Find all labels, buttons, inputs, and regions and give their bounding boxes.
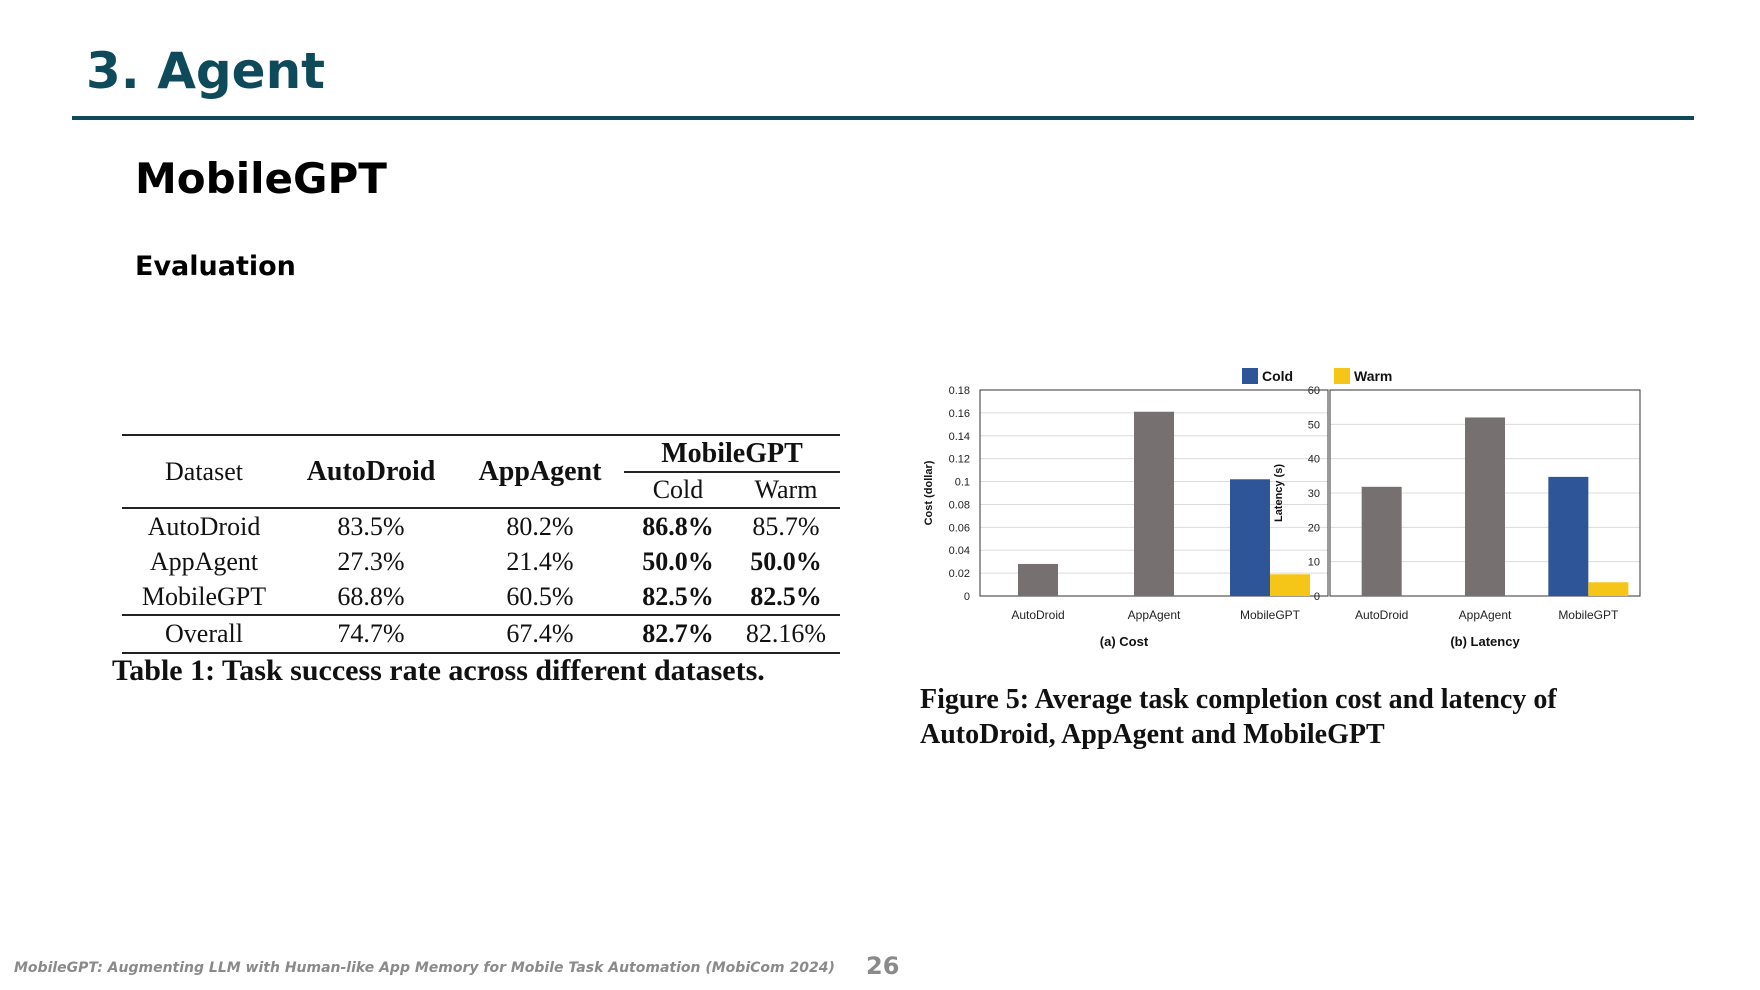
figure [912, 360, 1662, 660]
header-mobilegpt: MobileGPT [624, 435, 840, 472]
table-row [122, 544, 840, 579]
cell-cold: 50.0% [642, 546, 714, 576]
header-appagent: AppAgent [478, 455, 602, 487]
legend-warm-label: Warm [1354, 368, 1393, 384]
cell-appagent: 60.5% [506, 581, 574, 611]
header-warm: Warm [754, 475, 818, 504]
figure-caption-line1: Figure 5: Average task completion cost and latency of [920, 684, 1557, 715]
figure-charts [912, 360, 1662, 660]
table-row [122, 508, 840, 544]
slide-title: MobileGPT [135, 154, 387, 203]
footer-citation: MobileGPT: Augmenting LLM with Human-like App Memory for Mobile Task Automation (MobiCom 2024) [14, 960, 835, 976]
page-number: 26 [866, 952, 900, 980]
y-tick-label: 0.16 [948, 407, 970, 420]
bar-warm [1270, 574, 1310, 596]
x-tick-label: MobileGPT [1558, 608, 1619, 622]
cell-dataset: AppAgent [149, 546, 259, 576]
header-autodroid: AutoDroid [306, 455, 436, 487]
section-title: 3. Agent [86, 42, 326, 100]
results-table-container [122, 434, 840, 654]
y-tick-label: 0.14 [948, 430, 970, 443]
y-tick-label: 40 [1307, 453, 1320, 466]
y-tick-label: 0.02 [948, 568, 970, 581]
cell-dataset: AutoDroid [147, 511, 261, 541]
y-tick-label: 0 [963, 591, 970, 603]
x-tick-label: AppAgent [1127, 608, 1181, 622]
y-tick-label: 60 [1307, 385, 1320, 397]
cell-autodroid: 83.5% [337, 511, 405, 541]
table-row-overall [122, 615, 840, 653]
legend-cold-label: Cold [1262, 368, 1294, 384]
y-tick-label: 30 [1307, 488, 1320, 500]
cell-dataset: Overall [165, 619, 243, 648]
cell-dataset: MobileGPT [141, 581, 267, 611]
y-tick-label: 0.06 [948, 522, 970, 535]
table-row [122, 579, 840, 615]
results-table [122, 434, 840, 654]
bar-baseline [1134, 412, 1174, 596]
figure-caption [920, 682, 1680, 752]
cell-autodroid: 27.3% [337, 546, 405, 576]
bar-baseline [1018, 564, 1058, 596]
cell-warm: 50.0% [750, 546, 822, 576]
bar-baseline [1362, 487, 1402, 596]
table-caption: Table 1: Task success rate across different datasets. [112, 654, 765, 687]
chart-title: (b) Latency [1450, 634, 1520, 649]
figure-caption-line2: AutoDroid, AppAgent and MobileGPT [920, 719, 1385, 750]
x-tick-label: AutoDroid [1011, 608, 1065, 622]
y-axis-label: Cost (dollar) [923, 460, 935, 526]
y-tick-label: 10 [1307, 556, 1320, 569]
slide-subtitle: Evaluation [135, 251, 296, 282]
cell-appagent: 80.2% [506, 511, 574, 541]
title-divider [72, 116, 1694, 120]
bar-cold [1230, 479, 1270, 596]
cell-warm: 85.7% [752, 511, 820, 541]
chart-legend [1242, 368, 1392, 384]
y-tick-label: 0.1 [954, 476, 970, 489]
y-tick-label: 0.08 [948, 499, 970, 512]
header-cold: Cold [652, 475, 704, 504]
x-tick-label: AppAgent [1458, 608, 1512, 622]
y-tick-label: 0.12 [948, 453, 970, 466]
cell-autodroid: 68.8% [337, 581, 405, 611]
legend-cold-swatch [1242, 368, 1258, 384]
chart-title: (a) Cost [1099, 634, 1149, 649]
cell-cold: 86.8% [642, 511, 714, 541]
y-tick-label: 50 [1307, 419, 1320, 432]
cell-autodroid: 74.7% [337, 619, 405, 648]
cell-appagent: 67.4% [506, 619, 574, 648]
y-tick-label: 0.04 [948, 545, 970, 558]
y-tick-label: 0.18 [948, 385, 970, 397]
cell-cold: 82.7% [642, 619, 714, 648]
y-axis-label: Latency (s) [1273, 463, 1285, 523]
x-tick-label: AutoDroid [1354, 608, 1409, 622]
x-tick-label: MobileGPT [1239, 608, 1301, 622]
bar-warm [1588, 582, 1628, 596]
bar-baseline [1465, 417, 1505, 596]
y-tick-label: 0 [1313, 591, 1320, 603]
header-dataset: Dataset [165, 456, 243, 486]
legend-warm-swatch [1334, 368, 1350, 384]
cell-cold: 82.5% [642, 581, 714, 611]
cost-chart [923, 385, 1328, 649]
cell-appagent: 21.4% [506, 546, 574, 576]
y-tick-label: 20 [1307, 522, 1320, 535]
cell-warm: 82.16% [745, 619, 827, 648]
cell-warm: 82.5% [750, 581, 822, 611]
bar-cold [1548, 477, 1588, 596]
